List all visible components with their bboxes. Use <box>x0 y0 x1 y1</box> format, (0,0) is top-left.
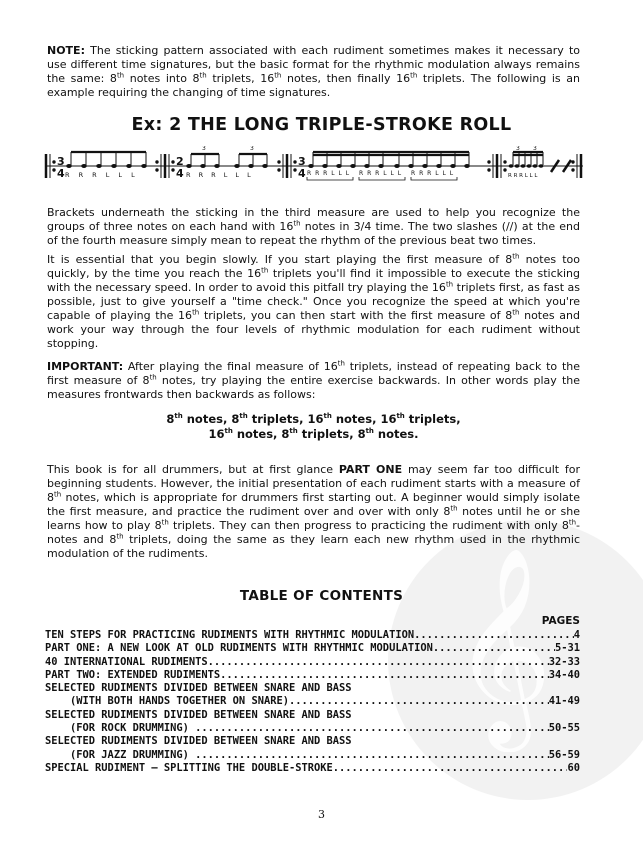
essential-text-3: triplets you'll find it impossible to execute the sticking with the necessary speed. In order to avoid this pitfall try playing the 16 <box>47 267 581 294</box>
time-sig-top: 3 <box>298 155 306 168</box>
toc-leader <box>433 642 555 655</box>
seq-text: notes, 8 <box>182 412 240 426</box>
sup-th: th <box>274 71 282 80</box>
toc-page: 34-40 <box>548 668 580 681</box>
toc-row[interactable] <box>45 749 580 762</box>
triplet-mark: 3 <box>250 146 254 152</box>
sup-th: th <box>54 490 62 499</box>
sticking-m3a: R R R L L L <box>307 170 350 177</box>
brackets-text-1: Brackets underneath the sticking in the third measure are used to help you recognize the groups of three notes on each hand with 16 <box>47 206 580 233</box>
sup-th: th <box>149 373 157 382</box>
sup-th: th <box>293 219 301 228</box>
sup-th: th <box>410 71 418 80</box>
book-text-3: notes, which is appropriate for drummers first starting out. A beginner would simply isolate the first measure, and practice the rudiment over and over with only 8 <box>47 491 580 518</box>
essential-text-5: triplets, you can then start with the first measure of 8 <box>199 309 513 322</box>
seq-text: notes, 16 <box>331 412 397 426</box>
toc-entry: SPECIAL RUDIMENT — SPLITTING THE DOUBLE-STROKE <box>45 761 333 774</box>
toc-page: 60 <box>567 761 580 774</box>
brackets-paragraph <box>47 206 580 248</box>
book-text-5: triplets. They can then progress to practicing the rudiment with only 8 <box>168 519 569 532</box>
toc-leader <box>414 629 574 642</box>
toc-entry: (FOR ROCK DRUMMING) <box>45 722 196 735</box>
essential-paragraph <box>47 253 580 351</box>
important-text-2: triplets, instead of repeating back to the first measure of 8 <box>47 360 581 387</box>
sup-th: th <box>568 518 577 527</box>
sup-th: th <box>261 266 269 275</box>
toc-pages-label: PAGES <box>541 615 580 627</box>
sequence-line-2 <box>47 427 580 442</box>
sup-th: th <box>116 71 125 80</box>
seq-text: 16 <box>208 427 225 441</box>
seq-text: triplets, <box>404 412 461 426</box>
seq-text: 8 <box>166 412 175 426</box>
toc-leader <box>220 669 549 682</box>
sup-th: th <box>445 280 454 289</box>
essential-text-2: notes too quickly, by the time you reach the 16 <box>47 253 580 280</box>
toc-entry: 40 INTERNATIONAL RUDIMENTS <box>45 655 208 668</box>
sequence-line-1 <box>47 412 580 427</box>
toc-page: 32-33 <box>548 655 580 668</box>
page-number: 3 <box>318 808 325 821</box>
toc-row[interactable] <box>45 642 580 655</box>
toc-page: 4 <box>573 629 580 641</box>
triplet-mark: 3 <box>202 146 206 152</box>
seq-text: notes, 8 <box>232 427 290 441</box>
toc-entry: PART TWO: EXTENDED RUDIMENTS <box>45 668 221 681</box>
toc-entry: PART ONE: A NEW LOOK AT OLD RUDIMENTS WITH RHYTHMIC MODULATION <box>45 642 433 655</box>
toc-row <box>45 709 580 722</box>
toc-title: TABLE OF CONTENTS <box>239 588 404 604</box>
essential-text-4: triplets first, as fast as possible, just to give yourself a "time check." Once you recognize the speed at which you're capable of playing the 16 <box>47 281 580 322</box>
triplet-mark: 3 <box>533 146 537 152</box>
toc-row[interactable] <box>45 669 580 682</box>
sticking-m2: R R R L L L <box>186 171 251 179</box>
time-sig-top: 3 <box>57 155 65 168</box>
toc-page: 56-59 <box>548 748 580 761</box>
toc-entry: (WITH BOTH HANDS TOGETHER ON SNARE) <box>45 695 289 708</box>
triplet-mark: 3 <box>516 146 520 152</box>
sup-th: th <box>199 71 207 80</box>
treble-clef-watermark-icon: 𝄞 <box>452 546 553 744</box>
time-sig-bottom: 4 <box>298 167 306 180</box>
toc-row[interactable] <box>45 722 580 735</box>
essential-text-1: It is essential that you begin slowly. If you start playing the first measure of 8 <box>47 253 513 266</box>
note-paragraph <box>47 44 580 100</box>
note-label: NOTE: <box>47 44 85 57</box>
sup-th: th <box>337 359 345 368</box>
sup-th: th <box>512 252 520 261</box>
sup-th: th <box>512 308 520 317</box>
book-text-2: may seem far too difficult for beginning students. However, the initial presentation of each rudiment starts with a measure of 8 <box>47 463 580 504</box>
note-text-1: The sticking pattern associated with each rudiment sometimes makes it necessary to use different time signatures, but the basic format for the rhythmic modulation always remains the same: 8 <box>47 44 580 85</box>
sticking-m4: R R R L L L <box>508 173 538 179</box>
sticking-m3c: R R R L L L <box>411 170 454 177</box>
toc-page: 41-49 <box>548 695 580 708</box>
note-text-4: notes, then finally 16 <box>281 72 411 85</box>
repeat-slashes: / / <box>555 184 556 185</box>
sticking-m1: R R R L L L <box>65 171 135 179</box>
sup-th: th <box>289 427 298 436</box>
sup-th: th <box>192 308 200 317</box>
toc-entry: SELECTED RUDIMENTS DIVIDED BETWEEN SNARE AND BASS <box>45 682 352 695</box>
toc-leader <box>208 656 549 669</box>
toc-entry: SELECTED RUDIMENTS DIVIDED BETWEEN SNARE AND BASS <box>45 735 352 748</box>
toc-leader <box>195 722 549 735</box>
table-of-contents <box>45 629 580 775</box>
important-text-3: notes, try playing the entire exercise backwards. In other words play the measures frontwards then backwards as follows: <box>47 374 580 401</box>
book-paragraph <box>47 463 580 561</box>
book-text-7: triplets, doing the same as they learn each new rhythm used in the rhythmic modulation of the rudiments. <box>47 533 580 560</box>
sticking-m3b: R R R L L L <box>359 170 402 177</box>
note-text-5: triplets. The following is an example requiring the changing of time signatures. <box>47 72 580 99</box>
note-text-2: notes into 8 <box>124 72 200 85</box>
sup-th: th <box>323 412 332 421</box>
sup-th: th <box>116 532 124 541</box>
part-one-bold: PART ONE <box>338 463 403 476</box>
book-text-4: notes until he or she learns how to play 8 <box>47 505 580 532</box>
sup-th: th <box>239 412 248 421</box>
toc-row <box>45 735 580 748</box>
book-text-1: This book is for all drummers, but at first glance <box>47 463 339 476</box>
sup-th: th <box>174 412 183 421</box>
important-paragraph <box>47 360 580 402</box>
toc-entry: TEN STEPS FOR PRACTICING RUDIMENTS WITH RHYTHMIC MODULATION <box>45 629 415 641</box>
important-label: IMPORTANT: <box>47 360 124 373</box>
toc-row[interactable] <box>45 629 580 642</box>
sup-th: th <box>450 504 458 513</box>
toc-page: 5-31 <box>554 642 580 655</box>
toc-page: 50-55 <box>548 722 580 735</box>
toc-entry: (FOR JAZZ DRUMMING) <box>45 748 196 761</box>
time-sig-bottom: 4 <box>176 167 184 180</box>
time-sig-bottom: 4 <box>57 167 65 180</box>
toc-leader <box>195 749 549 762</box>
toc-row[interactable] <box>45 762 580 775</box>
sup-th: th <box>396 412 405 421</box>
sup-th: th <box>365 427 374 436</box>
exercise-heading: Ex: 2 THE LONG TRIPLE-STROKE ROLL <box>131 115 512 135</box>
seq-text: notes. <box>373 427 419 441</box>
essential-text-6: notes and work your way through the four levels of rhythmic modulation for each rudiment without stopping. <box>47 309 581 350</box>
sup-th: th <box>161 518 169 527</box>
toc-row <box>45 682 580 695</box>
note-text-3: triplets, 16 <box>206 72 275 85</box>
brackets-text-2: notes in 3/4 time. The two slashes (//) at the end of the fourth measure simply mean to repeat the rhythm of the previous beat two times. <box>47 220 580 247</box>
sup-th: th <box>224 427 233 436</box>
seq-text: triplets, 8 <box>297 427 366 441</box>
toc-leader <box>333 762 568 775</box>
toc-row[interactable] <box>45 656 580 669</box>
seq-text: triplets, 16 <box>247 412 324 426</box>
toc-entry: SELECTED RUDIMENTS DIVIDED BETWEEN SNARE AND BASS <box>45 708 352 721</box>
important-text-1: After playing the final measure of 16 <box>123 360 338 373</box>
toc-row[interactable] <box>45 695 580 708</box>
drum-notation <box>43 146 588 186</box>
toc-leader <box>289 695 549 708</box>
time-sig-top: 2 <box>176 155 184 168</box>
book-text-6: -notes and 8 <box>47 519 580 546</box>
